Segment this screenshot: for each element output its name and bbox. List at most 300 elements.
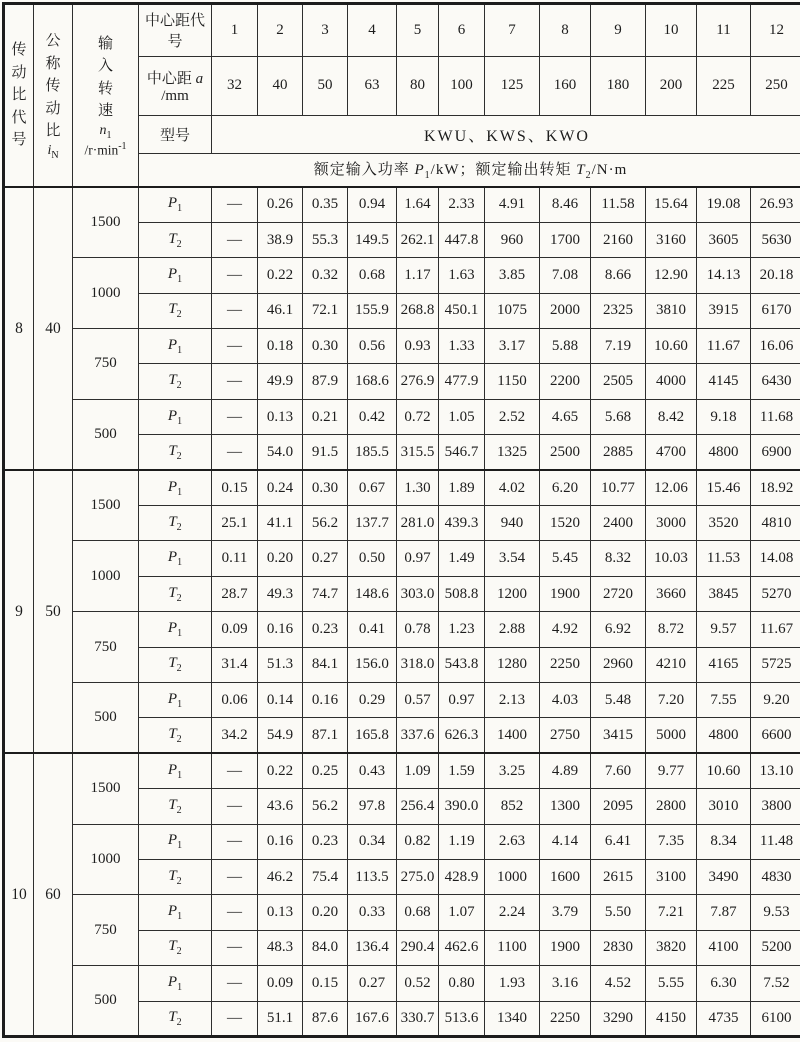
value-cell: 12.90 (646, 258, 697, 293)
value-cell: 8.34 (697, 824, 751, 859)
value-cell: 3845 (697, 576, 751, 611)
value-cell: 1600 (540, 859, 591, 894)
value-cell: 97.8 (348, 789, 397, 824)
value-cell: 1.33 (439, 329, 485, 364)
value-cell: — (212, 364, 258, 399)
value-cell: 262.1 (397, 222, 439, 257)
data-row (4, 753, 800, 788)
value-cell: 156.0 (348, 647, 397, 682)
row-label-t2: $T_2$ (139, 789, 212, 824)
value-cell: 2800 (646, 789, 697, 824)
value-cell: 4.03 (540, 682, 591, 717)
value-cell: 1.89 (439, 470, 485, 505)
value-cell: 318.0 (397, 647, 439, 682)
value-cell: 7.20 (646, 682, 697, 717)
nominal-ratio-cell: 40 (34, 187, 73, 470)
value-cell: 4145 (697, 364, 751, 399)
value-cell: 18.92 (751, 470, 800, 505)
value-cell: 49.9 (258, 364, 303, 399)
value-cell: 1.05 (439, 399, 485, 434)
value-cell: 0.52 (397, 966, 439, 1001)
value-cell: 2250 (540, 1001, 591, 1037)
value-cell: 0.29 (348, 682, 397, 717)
row-label-p1: $P_1$ (139, 753, 212, 788)
value-cell: 1900 (540, 576, 591, 611)
value-cell: 113.5 (348, 859, 397, 894)
value-cell: 43.6 (258, 789, 303, 824)
value-cell: 2750 (540, 718, 591, 753)
value-cell: 6.20 (540, 470, 591, 505)
value-cell: 439.3 (439, 506, 485, 541)
center-distance-label: 中心距 a /mm (139, 56, 212, 116)
value-cell: 390.0 (439, 789, 485, 824)
value-cell: 275.0 (397, 859, 439, 894)
value-cell: 0.22 (258, 258, 303, 293)
center-code-cell: 7 (485, 4, 540, 57)
spec-table (2, 2, 800, 1038)
value-cell: 5200 (751, 930, 800, 965)
value-cell: 4100 (697, 930, 751, 965)
ratio-code-label: 传动比代号 (11, 39, 28, 152)
value-cell: 7.21 (646, 895, 697, 930)
value-cell: 84.1 (303, 647, 348, 682)
value-cell: 0.43 (348, 753, 397, 788)
row-label-p1: $P_1$ (139, 470, 212, 505)
value-cell: 6600 (751, 718, 800, 753)
value-cell: — (212, 966, 258, 1001)
row-label-p1: $P_1$ (139, 329, 212, 364)
value-cell: 16.06 (751, 329, 800, 364)
value-cell: — (212, 789, 258, 824)
value-cell: 155.9 (348, 293, 397, 328)
value-cell: 0.41 (348, 612, 397, 647)
value-cell: 1.59 (439, 753, 485, 788)
value-cell: 5.88 (540, 329, 591, 364)
value-cell: 0.09 (258, 966, 303, 1001)
input-speed-cell: 1000 (73, 824, 139, 895)
value-cell: 3820 (646, 930, 697, 965)
value-cell: 0.09 (212, 612, 258, 647)
value-cell: 1.64 (397, 187, 439, 222)
center-code-cell: 4 (348, 4, 397, 57)
value-cell: 940 (485, 506, 540, 541)
value-cell: 1.09 (397, 753, 439, 788)
value-cell: 15.46 (697, 470, 751, 505)
center-code-cell: 1 (212, 4, 258, 57)
value-cell: 0.56 (348, 329, 397, 364)
value-cell: 0.80 (439, 966, 485, 1001)
value-cell: — (212, 859, 258, 894)
center-distance-cell: 180 (591, 56, 646, 116)
col-header-input-speed (73, 4, 139, 188)
center-distance-cell: 160 (540, 56, 591, 116)
value-cell: 4.65 (540, 399, 591, 434)
value-cell: 2325 (591, 293, 646, 328)
value-cell: 3.54 (485, 541, 540, 576)
input-speed-unit: $/r\cdot\min^{-1}$ (73, 141, 138, 159)
value-cell: 0.34 (348, 824, 397, 859)
value-cell: 508.8 (439, 576, 485, 611)
value-cell: 1400 (485, 718, 540, 753)
value-cell: 10.03 (646, 541, 697, 576)
value-cell: 7.87 (697, 895, 751, 930)
value-cell: 2720 (591, 576, 646, 611)
center-distance-cell: 100 (439, 56, 485, 116)
ratio-code-cell: 10 (4, 753, 34, 1036)
input-speed-cell: 1000 (73, 541, 139, 612)
value-cell: 136.4 (348, 930, 397, 965)
value-cell: 1.07 (439, 895, 485, 930)
value-cell: 0.78 (397, 612, 439, 647)
value-cell: 330.7 (397, 1001, 439, 1037)
value-cell: 5.68 (591, 399, 646, 434)
value-cell: 546.7 (439, 435, 485, 470)
center-distance-cell: 50 (303, 56, 348, 116)
value-cell: 0.13 (258, 895, 303, 930)
value-cell: 0.32 (303, 258, 348, 293)
value-cell: 303.0 (397, 576, 439, 611)
value-cell: 0.33 (348, 895, 397, 930)
center-distance-cell: 125 (485, 56, 540, 116)
value-cell: 25.1 (212, 506, 258, 541)
value-cell: 0.25 (303, 753, 348, 788)
value-cell: 4000 (646, 364, 697, 399)
value-cell: 0.27 (303, 541, 348, 576)
value-cell: 41.1 (258, 506, 303, 541)
value-cell: 20.18 (751, 258, 800, 293)
value-cell: 0.72 (397, 399, 439, 434)
input-speed-cell: 750 (73, 329, 139, 400)
value-cell: 5.48 (591, 682, 646, 717)
value-cell: 1.30 (397, 470, 439, 505)
value-cell: 3605 (697, 222, 751, 257)
value-cell: 87.9 (303, 364, 348, 399)
value-cell: 268.8 (397, 293, 439, 328)
input-speed-cell: 500 (73, 682, 139, 753)
value-cell: 9.20 (751, 682, 800, 717)
value-cell: 4800 (697, 718, 751, 753)
center-distance-cell: 63 (348, 56, 397, 116)
center-code-cell: 9 (591, 4, 646, 57)
value-cell: — (212, 1001, 258, 1037)
value-cell: 4810 (751, 506, 800, 541)
data-row (4, 329, 800, 364)
value-cell: 2.33 (439, 187, 485, 222)
value-cell: 0.11 (212, 541, 258, 576)
value-cell: 48.3 (258, 930, 303, 965)
center-distance-cell: 200 (646, 56, 697, 116)
value-cell: 1100 (485, 930, 540, 965)
data-row (4, 895, 800, 930)
rated-power-torque-label: 额定输入功率 $P_1/kW$；额定输出转矩 $T_2/N\cdot m$ (139, 153, 800, 187)
value-cell: 0.15 (303, 966, 348, 1001)
data-row (4, 258, 800, 293)
value-cell: 477.9 (439, 364, 485, 399)
value-cell: 2885 (591, 435, 646, 470)
value-cell: — (212, 824, 258, 859)
input-speed-label: 输入转速 (97, 33, 114, 123)
value-cell: 28.7 (212, 576, 258, 611)
data-row (4, 824, 800, 859)
value-cell: 8.46 (540, 187, 591, 222)
value-cell: 1.23 (439, 612, 485, 647)
value-cell: 6.41 (591, 824, 646, 859)
value-cell: 1.17 (397, 258, 439, 293)
value-cell: 5270 (751, 576, 800, 611)
value-cell: 1340 (485, 1001, 540, 1037)
value-cell: 7.08 (540, 258, 591, 293)
data-row (4, 541, 800, 576)
center-code-cell: 8 (540, 4, 591, 57)
value-cell: 46.1 (258, 293, 303, 328)
row-label-p1: $P_1$ (139, 612, 212, 647)
value-cell: — (212, 293, 258, 328)
center-distance-cell: 225 (697, 56, 751, 116)
value-cell: 0.30 (303, 329, 348, 364)
value-cell: 9.53 (751, 895, 800, 930)
value-cell: 0.24 (258, 470, 303, 505)
center-code-cell: 2 (258, 4, 303, 57)
value-cell: 165.8 (348, 718, 397, 753)
data-row (4, 470, 800, 505)
value-cell: 56.2 (303, 506, 348, 541)
value-cell: 543.8 (439, 647, 485, 682)
value-cell: 428.9 (439, 859, 485, 894)
value-cell: 276.9 (397, 364, 439, 399)
row-label-t2: $T_2$ (139, 293, 212, 328)
value-cell: 7.60 (591, 753, 646, 788)
row-label-p1: $P_1$ (139, 895, 212, 930)
row-label-t2: $T_2$ (139, 364, 212, 399)
value-cell: 3915 (697, 293, 751, 328)
value-cell: 2.52 (485, 399, 540, 434)
value-cell: 9.18 (697, 399, 751, 434)
data-row (4, 682, 800, 717)
value-cell: 49.3 (258, 576, 303, 611)
value-cell: 72.1 (303, 293, 348, 328)
value-cell: 167.6 (348, 1001, 397, 1037)
value-cell: 54.0 (258, 435, 303, 470)
value-cell: 6100 (751, 1001, 800, 1037)
data-row (4, 399, 800, 434)
value-cell: 4.91 (485, 187, 540, 222)
value-cell: 13.10 (751, 753, 800, 788)
value-cell: 3800 (751, 789, 800, 824)
col-header-nominal-ratio (34, 4, 73, 188)
value-cell: 3100 (646, 859, 697, 894)
value-cell: 7.35 (646, 824, 697, 859)
value-cell: 1700 (540, 222, 591, 257)
input-speed-cell: 750 (73, 612, 139, 683)
value-cell: 0.57 (397, 682, 439, 717)
value-cell: 2400 (591, 506, 646, 541)
value-cell: 3010 (697, 789, 751, 824)
value-cell: 5630 (751, 222, 800, 257)
value-cell: 5000 (646, 718, 697, 753)
value-cell: 0.42 (348, 399, 397, 434)
row-label-t2: $T_2$ (139, 222, 212, 257)
value-cell: 2615 (591, 859, 646, 894)
value-cell: 2160 (591, 222, 646, 257)
value-cell: 4.89 (540, 753, 591, 788)
value-cell: 74.7 (303, 576, 348, 611)
center-distance-cell: 250 (751, 56, 800, 116)
value-cell: 4210 (646, 647, 697, 682)
nominal-ratio-label: 公称传动比 (45, 30, 62, 143)
nominal-ratio-cell: 60 (34, 753, 73, 1036)
value-cell: 0.50 (348, 541, 397, 576)
input-speed-cell: 1500 (73, 187, 139, 258)
value-cell: 0.18 (258, 329, 303, 364)
value-cell: 75.4 (303, 859, 348, 894)
value-cell: 447.8 (439, 222, 485, 257)
input-speed-symbol: $n_1$ (73, 123, 138, 141)
value-cell: — (212, 187, 258, 222)
value-cell: 46.2 (258, 859, 303, 894)
value-cell: 148.6 (348, 576, 397, 611)
value-cell: 6.92 (591, 612, 646, 647)
value-cell: 4.92 (540, 612, 591, 647)
nominal-ratio-symbol: $i_N$ (34, 143, 72, 161)
value-cell: 11.67 (697, 329, 751, 364)
center-code-cell: 6 (439, 4, 485, 57)
row-label-p1: $P_1$ (139, 966, 212, 1001)
value-cell: 10.60 (697, 753, 751, 788)
value-cell: 2200 (540, 364, 591, 399)
value-cell: 7.55 (697, 682, 751, 717)
value-cell: 3660 (646, 576, 697, 611)
row-label-t2: $T_2$ (139, 506, 212, 541)
value-cell: 462.6 (439, 930, 485, 965)
value-cell: 87.6 (303, 1001, 348, 1037)
value-cell: 0.68 (397, 895, 439, 930)
value-cell: 4.52 (591, 966, 646, 1001)
value-cell: 2.63 (485, 824, 540, 859)
value-cell: 26.93 (751, 187, 800, 222)
value-cell: 290.4 (397, 930, 439, 965)
nominal-ratio-cell: 50 (34, 470, 73, 753)
value-cell: 0.30 (303, 470, 348, 505)
value-cell: 11.58 (591, 187, 646, 222)
center-distance-cell: 80 (397, 56, 439, 116)
value-cell: 0.21 (303, 399, 348, 434)
value-cell: 19.08 (697, 187, 751, 222)
value-cell: 8.72 (646, 612, 697, 647)
center-code-cell: 10 (646, 4, 697, 57)
value-cell: 4830 (751, 859, 800, 894)
ratio-code-cell: 8 (4, 187, 34, 470)
value-cell: 4700 (646, 435, 697, 470)
value-cell: 2.88 (485, 612, 540, 647)
value-cell: 168.6 (348, 364, 397, 399)
value-cell: 11.68 (751, 399, 800, 434)
input-speed-cell: 1500 (73, 753, 139, 824)
value-cell: 1520 (540, 506, 591, 541)
value-cell: 51.3 (258, 647, 303, 682)
input-speed-cell: 500 (73, 966, 139, 1037)
center-code-label: 中心距代号 (139, 4, 212, 57)
value-cell: 0.23 (303, 824, 348, 859)
value-cell: 8.66 (591, 258, 646, 293)
value-cell: 91.5 (303, 435, 348, 470)
value-cell: 0.97 (397, 541, 439, 576)
value-cell: 1325 (485, 435, 540, 470)
value-cell: 3.25 (485, 753, 540, 788)
value-cell: 3520 (697, 506, 751, 541)
value-cell: 84.0 (303, 930, 348, 965)
center-code-cell: 12 (751, 4, 800, 57)
value-cell: 1150 (485, 364, 540, 399)
value-cell: 5.50 (591, 895, 646, 930)
value-cell: 137.7 (348, 506, 397, 541)
center-distance-cell: 32 (212, 56, 258, 116)
value-cell: 6900 (751, 435, 800, 470)
value-cell: 0.97 (439, 682, 485, 717)
value-cell: 4165 (697, 647, 751, 682)
row-label-p1: $P_1$ (139, 824, 212, 859)
value-cell: 38.9 (258, 222, 303, 257)
value-cell: — (212, 222, 258, 257)
value-cell: 3.16 (540, 966, 591, 1001)
value-cell: 0.35 (303, 187, 348, 222)
value-cell: 281.0 (397, 506, 439, 541)
value-cell: 3.17 (485, 329, 540, 364)
value-cell: 7.19 (591, 329, 646, 364)
value-cell: 2500 (540, 435, 591, 470)
value-cell: 4150 (646, 1001, 697, 1037)
value-cell: 4735 (697, 1001, 751, 1037)
header-row-codes (4, 4, 800, 57)
value-cell: 8.32 (591, 541, 646, 576)
model-label: 型号 (139, 116, 212, 153)
col-header-ratio-code (4, 4, 34, 188)
value-cell: 3000 (646, 506, 697, 541)
value-cell: 1300 (540, 789, 591, 824)
value-cell: 87.1 (303, 718, 348, 753)
value-cell: 2095 (591, 789, 646, 824)
center-code-cell: 5 (397, 4, 439, 57)
value-cell: 5.55 (646, 966, 697, 1001)
value-cell: 12.06 (646, 470, 697, 505)
row-label-p1: $P_1$ (139, 399, 212, 434)
value-cell: 0.68 (348, 258, 397, 293)
value-cell: 0.16 (303, 682, 348, 717)
row-label-p1: $P_1$ (139, 187, 212, 222)
value-cell: 2250 (540, 647, 591, 682)
row-label-p1: $P_1$ (139, 541, 212, 576)
row-label-t2: $T_2$ (139, 647, 212, 682)
data-row (4, 966, 800, 1001)
data-row (4, 612, 800, 647)
value-cell: 337.6 (397, 718, 439, 753)
value-cell: 0.27 (348, 966, 397, 1001)
input-speed-cell: 1000 (73, 258, 139, 329)
value-cell: 1.93 (485, 966, 540, 1001)
value-cell: — (212, 399, 258, 434)
value-cell: 2000 (540, 293, 591, 328)
value-cell: — (212, 895, 258, 930)
value-cell: 0.67 (348, 470, 397, 505)
value-cell: 0.15 (212, 470, 258, 505)
value-cell: 185.5 (348, 435, 397, 470)
value-cell: 55.3 (303, 222, 348, 257)
value-cell: 6170 (751, 293, 800, 328)
value-cell: 2505 (591, 364, 646, 399)
value-cell: 1.49 (439, 541, 485, 576)
value-cell: — (212, 753, 258, 788)
value-cell: 8.42 (646, 399, 697, 434)
value-cell: 3.85 (485, 258, 540, 293)
